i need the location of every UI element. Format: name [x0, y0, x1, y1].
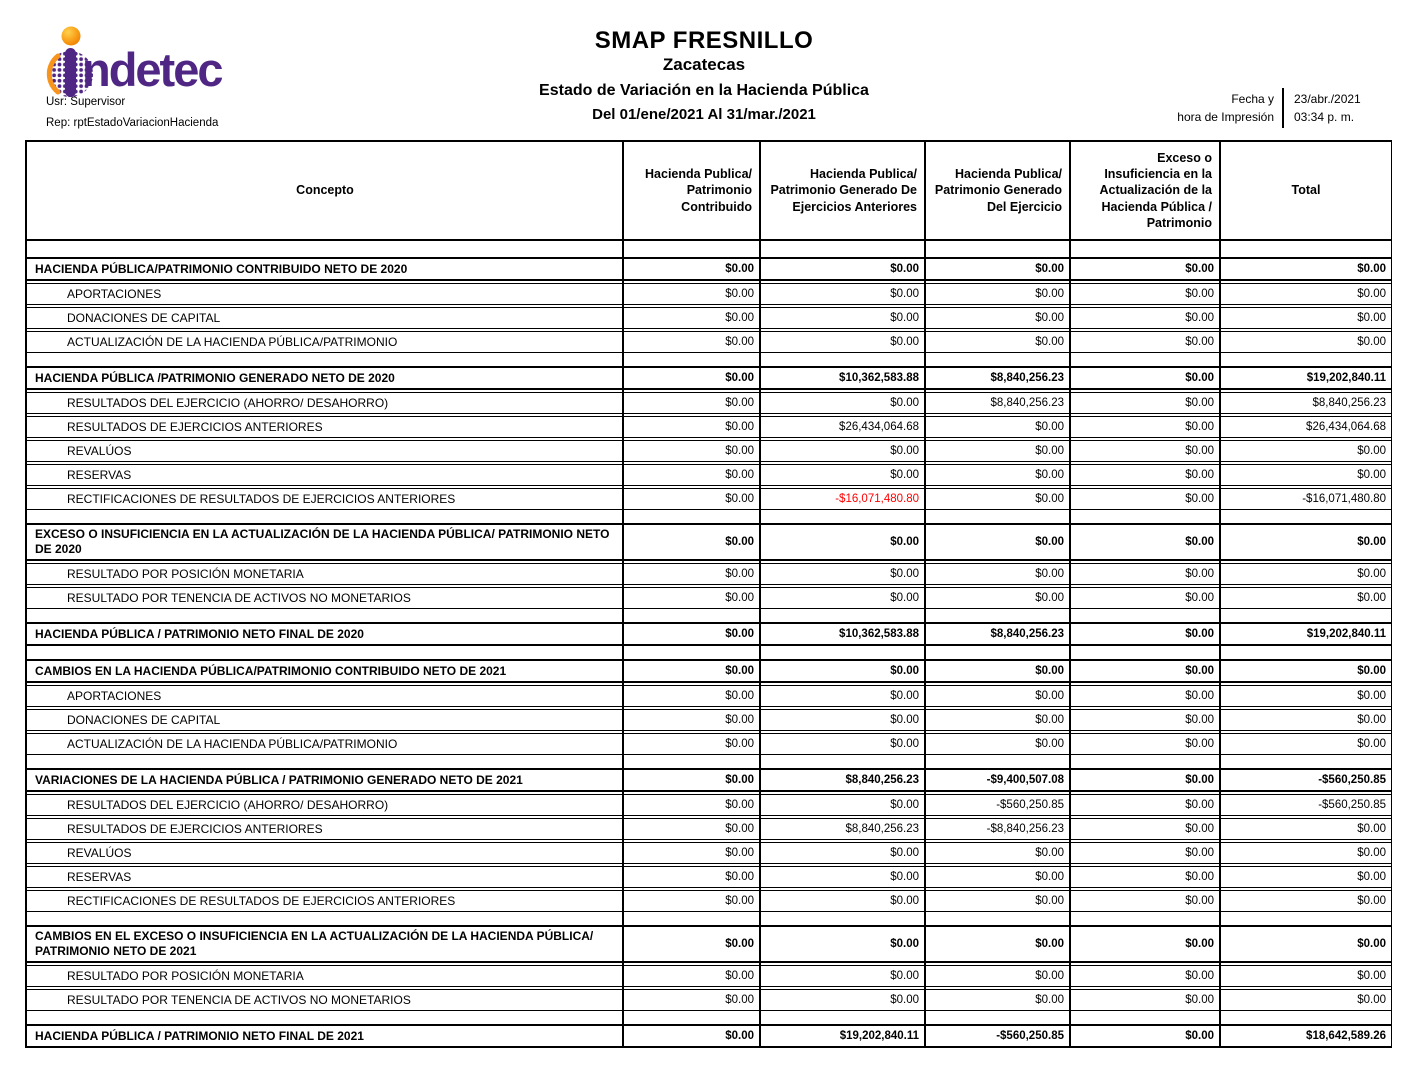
- section-header-row: [25, 768, 1392, 792]
- state-subtitle: Zacatecas: [662, 55, 746, 75]
- table-row: [25, 392, 1392, 414]
- value-cell: $0.00: [1035, 894, 1064, 907]
- table-border-right: [1391, 140, 1393, 1048]
- variation-table: [25, 140, 1392, 1048]
- value-cell: $0.00: [890, 798, 919, 811]
- value-cell: -$560,250.85: [1318, 773, 1386, 786]
- value-cell: $0.00: [725, 664, 754, 677]
- column-header-contribuido: Hacienda Publica/ Patrimonio Contribuido: [645, 167, 752, 214]
- value-cell: $0.00: [725, 822, 754, 835]
- value-cell: $0.00: [1185, 311, 1214, 324]
- value-cell: $0.00: [1185, 468, 1214, 481]
- value-cell: $0.00: [725, 737, 754, 750]
- value-cell: $0.00: [890, 396, 919, 409]
- table-row: [25, 965, 1392, 987]
- value-cell: $0.00: [725, 993, 754, 1006]
- table-row: [25, 866, 1392, 888]
- value-cell: $0.00: [1185, 1029, 1214, 1042]
- value-cell: $0.00: [1357, 822, 1386, 835]
- value-cell: $0.00: [1357, 468, 1386, 481]
- column-divider: [759, 140, 761, 1048]
- concept-cell: RESULTADO POR TENENCIA DE ACTIVOS NO MONETARIOS: [67, 590, 411, 605]
- concept-cell: RESULTADOS DE EJERCICIOS ANTERIORES: [67, 419, 323, 434]
- table-row: [25, 283, 1392, 305]
- value-cell: $0.00: [725, 567, 754, 580]
- table-row: [25, 818, 1392, 840]
- value-cell: $0.00: [725, 894, 754, 907]
- value-cell: $0.00: [1035, 492, 1064, 505]
- value-cell: $0.00: [1035, 262, 1064, 275]
- user-line: Usr: Supervisor: [46, 96, 126, 108]
- value-cell: $0.00: [725, 689, 754, 702]
- value-cell: $26,434,064.68: [1306, 420, 1386, 433]
- value-cell: $0.00: [1035, 937, 1064, 950]
- value-cell: $0.00: [725, 371, 754, 384]
- table-header-row: [25, 140, 1392, 241]
- report-line: Rep: rptEstadoVariacionHacienda: [46, 116, 219, 129]
- value-cell: $0.00: [725, 870, 754, 883]
- concept-cell: RESERVAS: [67, 467, 132, 482]
- value-cell: $0.00: [1185, 713, 1214, 726]
- value-cell: $0.00: [890, 937, 919, 950]
- value-cell: $0.00: [890, 689, 919, 702]
- value-cell: $0.00: [890, 870, 919, 883]
- value-cell: $0.00: [1035, 311, 1064, 324]
- value-cell: $0.00: [1035, 969, 1064, 982]
- concept-cell: HACIENDA PÚBLICA / PATRIMONIO NETO FINAL DE 2021: [35, 1028, 364, 1043]
- concept-cell: ACTUALIZACIÓN DE LA HACIENDA PÚBLICA/PATRIMONIO: [67, 736, 398, 751]
- value-cell: $0.00: [1357, 737, 1386, 750]
- value-cell: $0.00: [1185, 396, 1214, 409]
- value-cell: $0.00: [725, 713, 754, 726]
- value-cell: $8,840,256.23: [1312, 396, 1386, 409]
- section-header-row: [25, 659, 1392, 683]
- table-row: [25, 440, 1392, 462]
- value-cell: -$560,250.85: [996, 1029, 1064, 1042]
- value-cell: $0.00: [1035, 420, 1064, 433]
- table-section: [25, 523, 1392, 609]
- value-cell: $0.00: [1185, 993, 1214, 1006]
- value-cell: $0.00: [1035, 664, 1064, 677]
- value-cell: $0.00: [890, 535, 919, 548]
- value-cell: $0.00: [1357, 689, 1386, 702]
- value-cell: $0.00: [890, 713, 919, 726]
- value-cell: $0.00: [1035, 287, 1064, 300]
- value-cell: $0.00: [1357, 969, 1386, 982]
- value-cell: $0.00: [1185, 664, 1214, 677]
- value-cell: $0.00: [1035, 335, 1064, 348]
- value-cell: $0.00: [1035, 535, 1064, 548]
- value-cell: $0.00: [1185, 492, 1214, 505]
- value-cell: $0.00: [890, 591, 919, 604]
- value-cell: $0.00: [725, 937, 754, 950]
- concept-cell: RESULTADO POR POSICIÓN MONETARIA: [67, 566, 304, 581]
- concept-cell: RESULTADOS DEL EJERCICIO (AHORRO/ DESAHORRO): [67, 395, 389, 410]
- value-cell: $8,840,256.23: [990, 627, 1064, 640]
- concept-cell: HACIENDA PÚBLICA /PATRIMONIO GENERADO NETO DE 2020: [35, 370, 395, 385]
- value-cell: $0.00: [725, 335, 754, 348]
- value-cell: $0.00: [1185, 846, 1214, 859]
- table-section: [25, 768, 1392, 912]
- value-cell: $0.00: [1357, 591, 1386, 604]
- table-row: [25, 563, 1392, 585]
- concept-cell: RESERVAS: [67, 869, 132, 884]
- concept-cell: RECTIFICACIONES DE RESULTADOS DE EJERCICIOS ANTERIORES: [67, 491, 456, 506]
- value-cell: $0.00: [1035, 468, 1064, 481]
- column-divider: [1219, 140, 1221, 1048]
- value-cell: $0.00: [1357, 846, 1386, 859]
- column-divider: [924, 140, 926, 1048]
- section-header-row: [25, 523, 1392, 561]
- value-cell: $0.00: [1357, 535, 1386, 548]
- table-row: [25, 794, 1392, 816]
- entity-title: SMAP FRESNILLO: [594, 27, 814, 54]
- value-cell: $0.00: [1185, 689, 1214, 702]
- value-cell: $0.00: [1357, 262, 1386, 275]
- value-cell: $0.00: [1035, 870, 1064, 883]
- concept-cell: CAMBIOS EN LA HACIENDA PÚBLICA/PATRIMONIO CONTRIBUIDO NETO DE 2021: [35, 663, 507, 678]
- print-date-value: 23/abr./2021: [1294, 92, 1361, 106]
- table-section: [25, 1024, 1392, 1048]
- value-cell: $0.00: [1185, 737, 1214, 750]
- section-header-row: [25, 925, 1392, 963]
- value-cell: $0.00: [1185, 420, 1214, 433]
- value-cell: -$16,071,480.80: [835, 492, 919, 505]
- value-cell: $0.00: [725, 262, 754, 275]
- value-cell: $8,840,256.23: [990, 371, 1064, 384]
- value-cell: $0.00: [890, 311, 919, 324]
- column-divider: [1069, 140, 1071, 1048]
- value-cell: $0.00: [890, 894, 919, 907]
- report-title: Estado de Variación en la Hacienda Pública: [539, 82, 869, 100]
- print-date-label: Fecha y: [1231, 92, 1274, 106]
- value-cell: $18,642,589.26: [1306, 1029, 1386, 1042]
- value-cell: $0.00: [1185, 870, 1214, 883]
- table-row: [25, 307, 1392, 329]
- value-cell: $0.00: [1035, 591, 1064, 604]
- value-cell: $0.00: [1185, 591, 1214, 604]
- value-cell: $0.00: [890, 969, 919, 982]
- value-cell: $0.00: [1357, 993, 1386, 1006]
- value-cell: $0.00: [1357, 937, 1386, 950]
- value-cell: $0.00: [1035, 993, 1064, 1006]
- value-cell: $0.00: [1035, 689, 1064, 702]
- print-info-values: [1284, 88, 1394, 128]
- value-cell: $0.00: [725, 798, 754, 811]
- concept-cell: CAMBIOS EN EL EXCESO O INSUFICIENCIA EN LA ACTUALIZACIÓN DE LA HACIENDA PÚBLICA/ PATRIMONIO NETO DE 2021: [35, 929, 594, 958]
- concept-cell: RESULTADO POR POSICIÓN MONETARIA: [67, 968, 304, 983]
- concept-cell: HACIENDA PÚBLICA/PATRIMONIO CONTRIBUIDO NETO DE 2020: [35, 261, 408, 276]
- table-section: [25, 622, 1392, 646]
- value-cell: $0.00: [1185, 371, 1214, 384]
- print-info-labels: [1177, 88, 1282, 128]
- concept-cell: DONACIONES DE CAPITAL: [67, 712, 221, 727]
- value-cell: $0.00: [725, 444, 754, 457]
- value-cell: $0.00: [725, 627, 754, 640]
- value-cell: $0.00: [890, 468, 919, 481]
- table-row: [25, 733, 1392, 755]
- column-header-concepto: Concepto: [296, 183, 354, 198]
- column-divider: [622, 140, 624, 1048]
- value-cell: $0.00: [890, 262, 919, 275]
- concept-cell: RESULTADOS DE EJERCICIOS ANTERIORES: [67, 821, 323, 836]
- value-cell: $0.00: [1185, 937, 1214, 950]
- value-cell: $0.00: [725, 492, 754, 505]
- value-cell: $0.00: [1035, 846, 1064, 859]
- table-section: [25, 925, 1392, 1011]
- table-row: [25, 488, 1392, 510]
- value-cell: $0.00: [1185, 444, 1214, 457]
- table-row: [25, 416, 1392, 438]
- value-cell: $0.00: [725, 420, 754, 433]
- concept-cell: EXCESO O INSUFICIENCIA EN LA ACTUALIZACIÓN DE LA HACIENDA PÚBLICA/ PATRIMONIO NETO DE 2020: [35, 527, 610, 556]
- column-header-exceso: Exceso o Insuficiencia en la Actualización de la Hacienda Pública / Patrimonio: [1099, 150, 1212, 230]
- table-row: [25, 587, 1392, 609]
- concept-cell: REVALÚOS: [67, 443, 132, 458]
- value-cell: $0.00: [1035, 737, 1064, 750]
- table-row: [25, 989, 1392, 1011]
- print-time-label: hora de Impresión: [1177, 110, 1274, 124]
- concept-cell: ACTUALIZACIÓN DE LA HACIENDA PÚBLICA/PATRIMONIO: [67, 334, 398, 349]
- value-cell: $0.00: [890, 737, 919, 750]
- value-cell: $0.00: [725, 468, 754, 481]
- value-cell: -$16,071,480.80: [1302, 492, 1386, 505]
- value-cell: $0.00: [1357, 870, 1386, 883]
- value-cell: $0.00: [1185, 287, 1214, 300]
- value-cell: -$9,400,507.08: [986, 773, 1064, 786]
- value-cell: $19,202,840.11: [1306, 627, 1386, 640]
- value-cell: $19,202,840.11: [1306, 371, 1386, 384]
- print-info: [1177, 88, 1394, 128]
- value-cell: $0.00: [1185, 335, 1214, 348]
- table-section: [25, 366, 1392, 510]
- value-cell: $0.00: [1185, 262, 1214, 275]
- concept-cell: RESULTADO POR TENENCIA DE ACTIVOS NO MONETARIOS: [67, 992, 411, 1007]
- section-header-row: [25, 257, 1392, 281]
- concept-cell: APORTACIONES: [67, 688, 162, 703]
- concept-cell: APORTACIONES: [67, 286, 162, 301]
- section-header-row: [25, 622, 1392, 646]
- value-cell: $0.00: [890, 993, 919, 1006]
- concept-cell: RESULTADOS DEL EJERCICIO (AHORRO/ DESAHORRO): [67, 797, 389, 812]
- value-cell: $0.00: [890, 287, 919, 300]
- period-subtitle: Del 01/ene/2021 Al 31/mar./2021: [592, 105, 816, 123]
- value-cell: $0.00: [725, 1029, 754, 1042]
- value-cell: $8,840,256.23: [990, 396, 1064, 409]
- value-cell: $0.00: [1185, 535, 1214, 548]
- value-cell: $0.00: [1357, 287, 1386, 300]
- value-cell: $0.00: [1357, 664, 1386, 677]
- value-cell: $0.00: [1357, 335, 1386, 348]
- table-row: [25, 890, 1392, 912]
- value-cell: $0.00: [1185, 822, 1214, 835]
- value-cell: $0.00: [1185, 894, 1214, 907]
- value-cell: $0.00: [1185, 798, 1214, 811]
- value-cell: $19,202,840.11: [839, 1029, 919, 1042]
- value-cell: $0.00: [1357, 894, 1386, 907]
- value-cell: $26,434,064.68: [839, 420, 919, 433]
- column-header-generado-ejercicio: Hacienda Publica/ Patrimonio Generado Del Ejercicio: [934, 167, 1062, 214]
- table-row: [25, 709, 1392, 731]
- value-cell: $0.00: [725, 591, 754, 604]
- concept-cell: REVALÚOS: [67, 845, 132, 860]
- table-section: [25, 659, 1392, 755]
- value-cell: -$8,840,256.23: [986, 822, 1064, 835]
- logo-wordmark: ndetec: [82, 43, 222, 96]
- value-cell: $8,840,256.23: [845, 773, 919, 786]
- value-cell: $0.00: [1185, 567, 1214, 580]
- value-cell: $0.00: [725, 846, 754, 859]
- table-row: [25, 685, 1392, 707]
- value-cell: $0.00: [1185, 969, 1214, 982]
- value-cell: $0.00: [890, 444, 919, 457]
- table-row: [25, 331, 1392, 353]
- column-header-total: Total: [1291, 183, 1321, 198]
- value-cell: $10,362,583.88: [839, 627, 919, 640]
- concept-cell: RECTIFICACIONES DE RESULTADOS DE EJERCICIOS ANTERIORES: [67, 893, 456, 908]
- value-cell: $0.00: [890, 335, 919, 348]
- value-cell: $0.00: [725, 311, 754, 324]
- table-section: [25, 257, 1392, 353]
- value-cell: $0.00: [1035, 567, 1064, 580]
- value-cell: $0.00: [1357, 567, 1386, 580]
- concept-cell: DONACIONES DE CAPITAL: [67, 310, 221, 325]
- value-cell: $0.00: [890, 567, 919, 580]
- concept-cell: HACIENDA PÚBLICA / PATRIMONIO NETO FINAL DE 2020: [35, 626, 364, 641]
- table-row: [25, 464, 1392, 486]
- value-cell: $0.00: [725, 287, 754, 300]
- value-cell: -$560,250.85: [1318, 798, 1386, 811]
- value-cell: $0.00: [725, 396, 754, 409]
- value-cell: $0.00: [725, 535, 754, 548]
- print-time-value: 03:34 p. m.: [1294, 110, 1355, 124]
- value-cell: $0.00: [1035, 713, 1064, 726]
- concept-cell: VARIACIONES DE LA HACIENDA PÚBLICA / PATRIMONIO GENERADO NETO DE 2021: [35, 772, 523, 787]
- section-header-row: [25, 1024, 1392, 1048]
- value-cell: $0.00: [1185, 627, 1214, 640]
- table-border-left: [25, 140, 27, 1048]
- value-cell: $0.00: [1357, 713, 1386, 726]
- table-row: [25, 842, 1392, 864]
- value-cell: -$560,250.85: [996, 798, 1064, 811]
- value-cell: $0.00: [1035, 444, 1064, 457]
- value-cell: $0.00: [890, 846, 919, 859]
- value-cell: $0.00: [1185, 773, 1214, 786]
- value-cell: $8,840,256.23: [845, 822, 919, 835]
- section-header-row: [25, 366, 1392, 390]
- value-cell: $0.00: [725, 773, 754, 786]
- column-header-generado-anteriores: Hacienda Publica/ Patrimonio Generado De Ejercicios Anteriores: [770, 167, 917, 214]
- value-cell: $0.00: [1357, 311, 1386, 324]
- value-cell: $0.00: [890, 664, 919, 677]
- value-cell: $10,362,583.88: [839, 371, 919, 384]
- value-cell: $0.00: [725, 969, 754, 982]
- value-cell: $0.00: [1357, 444, 1386, 457]
- table-body: [25, 257, 1392, 1048]
